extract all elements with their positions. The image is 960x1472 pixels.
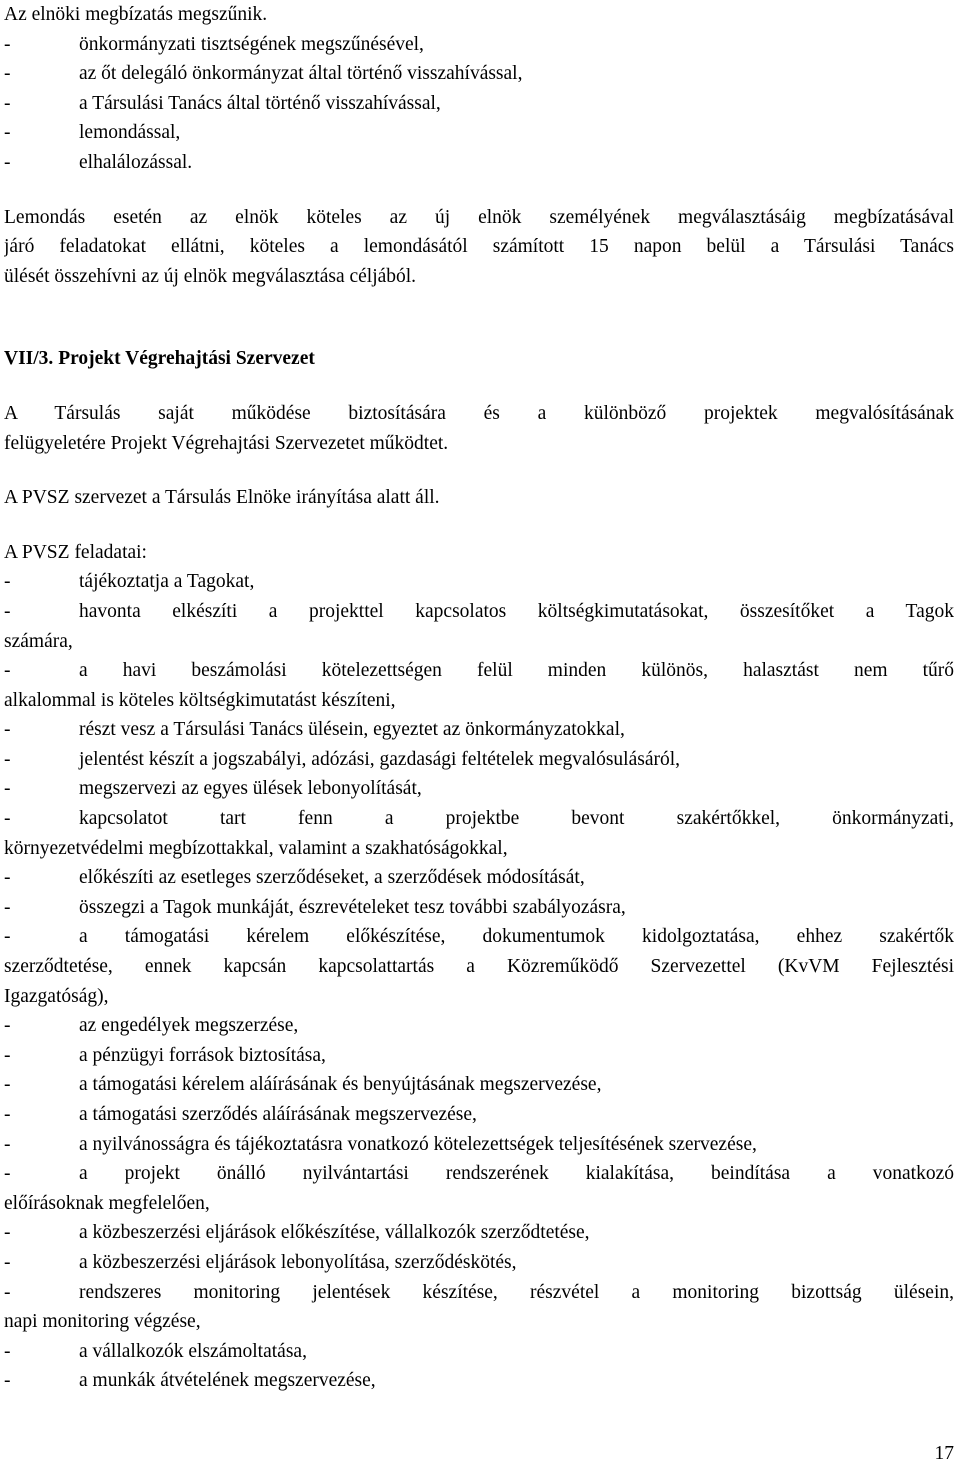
list-item-text: a vállalkozók elszámoltatása, — [79, 1340, 307, 1362]
list-dash: - — [4, 778, 11, 800]
list-item-text: a támogatási kérelem előkészítése, dokumentumok kidolgoztatása, ehhez szakértők — [79, 926, 954, 948]
list-item: - az őt delegáló önkormányzat által történő visszahívással, — [4, 59, 954, 89]
list-dash: - — [4, 63, 11, 85]
list-item-text: a pénzügyi források biztosítása, — [79, 1044, 326, 1066]
list-item-text: a támogatási kérelem aláírásának és benyújtásának megszervezése, — [79, 1074, 602, 1096]
list-item — [4, 1070, 954, 1100]
section-number: VII/3. — [4, 348, 54, 370]
list-dash: - — [4, 1370, 11, 1392]
list-dash: - — [4, 600, 11, 622]
list-dash: - — [4, 1133, 11, 1155]
list-item-text: megszervezi az egyes ülések lebonyolítását, — [79, 778, 422, 800]
list-item-continuation: napi monitoring végzése, — [4, 1311, 201, 1333]
list-item — [4, 1041, 954, 1071]
section-heading — [4, 344, 954, 374]
list-item-continuation: számára, — [4, 630, 73, 652]
list-item — [4, 656, 954, 686]
list-item-text: havonta elkészíti a projekttel kapcsolatos költségkimutatásokat, összesítőket a Tagok — [79, 600, 954, 622]
list-item — [4, 1100, 954, 1130]
list-item-text: összegzi a Tagok munkáját, észrevételeket tesz további szabályozásra, — [79, 896, 626, 918]
list-item — [4, 1011, 954, 1041]
list-item: - lemondással, — [4, 118, 954, 148]
list-dash: - — [4, 151, 11, 173]
list-item — [4, 1248, 954, 1278]
list-dash: - — [4, 571, 11, 593]
list-item-text: a közbeszerzési eljárások előkészítése, vállalkozók szerződtetése, — [79, 1222, 590, 1244]
list-item-text: tájékoztatja a Tagokat, — [79, 571, 255, 593]
list-dash: - — [4, 1340, 11, 1362]
list-dash: - — [4, 33, 11, 55]
tasks-list — [4, 567, 954, 1396]
section-title: Projekt Végrehajtási Szervezet — [58, 348, 315, 370]
list-item — [4, 1130, 954, 1160]
list-item-continuation: környezetvédelmi megbízottakkal, valamint a szakhatóságokkal, — [4, 837, 508, 859]
list-dash: - — [4, 808, 11, 830]
list-dash: - — [4, 1044, 11, 1066]
list-item — [4, 1218, 954, 1248]
list-item-text: a havi beszámolási kötelezettségen felül minden különös, halasztást nem tűrő — [79, 660, 954, 682]
list-item-text: előkészíti az esetleges szerződéseket, a szerződések módosítását, — [79, 867, 585, 889]
document-page — [4, 0, 954, 1396]
list-dash: - — [4, 1222, 11, 1244]
termination-list — [4, 30, 954, 178]
list-item — [4, 597, 954, 627]
list-item-continuation: Igazgatóság), — [4, 985, 109, 1007]
list-item-text: a támogatási szerződés aláírásának megszervezése, — [79, 1104, 477, 1125]
list-item: - elhalálozással. — [4, 148, 954, 178]
list-dash: - — [4, 1015, 11, 1037]
list-item — [4, 863, 954, 893]
list-dash: - — [4, 660, 11, 682]
list-item-text: a munkák átvételének megszervezése, — [79, 1370, 376, 1392]
list-dash: - — [4, 92, 11, 114]
list-dash: - — [4, 122, 11, 144]
list-item — [4, 774, 954, 804]
intro-heading: Az elnöki megbízatás megszűnik. — [4, 4, 268, 25]
list-item — [4, 745, 954, 775]
list-dash: - — [4, 719, 11, 741]
pvsz-control-paragraph: A PVSZ szervezet a Társulás Elnöke irányítása alatt áll. — [4, 487, 440, 509]
list-item-text: a projekt önálló nyilvántartási rendszerének kialakítása, beindítása a vonatkozó — [79, 1163, 954, 1185]
list-item — [4, 715, 954, 745]
list-item: - a Társulási Tanács által történő visszahívással, — [4, 89, 954, 119]
list-dash: - — [4, 926, 11, 948]
list-dash: - — [4, 896, 11, 918]
list-item — [4, 1159, 954, 1189]
list-dash: - — [4, 1074, 11, 1096]
list-item-text: részt vesz a Társulási Tanács ülésein, egyeztet az önkormányzatokkal, — [79, 719, 625, 741]
list-item — [4, 1337, 954, 1367]
list-item-text: a közbeszerzési eljárások lebonyolítása, szerződéskötés, — [79, 1251, 517, 1273]
resignation-paragraph: Lemondás esetén az elnök köteles az új elnök személyének megválasztásáig megbízatásával járó feladatokat ellátni, köteles a lemondásától számított 15 napon belül a Társulási Tanács ülését összehívni az új elnök megválasztása céljából. — [4, 206, 954, 287]
pvsz-intro-paragraph: A Társulás saját működése biztosítására és a különböző projektek megvalósításának felügyeletére Projekt Végrehajtási Szervezetet működtet. — [4, 402, 954, 454]
list-item: - önkormányzati tisztségének megszűnésével, — [4, 30, 954, 60]
list-item — [4, 922, 954, 952]
tasks-heading: A PVSZ feladatai: — [4, 541, 147, 563]
list-item — [4, 1278, 954, 1308]
list-item-text: a nyilvánosságra és tájékoztatásra vonatkozó kötelezettségek teljesítésének szervezése, — [79, 1133, 757, 1155]
list-dash: - — [4, 1281, 11, 1303]
list-dash: - — [4, 1163, 11, 1185]
list-item — [4, 1366, 954, 1396]
list-item-text: az engedélyek megszerzése, — [79, 1015, 299, 1037]
list-dash: - — [4, 1104, 11, 1125]
list-item-text: kapcsolatot tart fenn a projektbe bevont szakértőkkel, önkormányzati, — [79, 808, 954, 830]
list-item — [4, 567, 954, 597]
list-item — [4, 804, 954, 834]
list-item-continuation: alkalommal is köteles költségkimutatást készíteni, — [4, 689, 396, 711]
list-item-text: rendszeres monitoring jelentések készítése, részvétel a monitoring bizottság ülésein, — [79, 1281, 954, 1303]
page-number: 17 — [934, 1443, 954, 1464]
list-item-text: jelentést készít a jogszabályi, adózási, gazdasági feltételek megvalósulásáról, — [79, 748, 681, 770]
list-dash: - — [4, 867, 11, 889]
list-dash: - — [4, 1251, 11, 1273]
list-item-continuation: szerződtetése, ennek kapcsán kapcsolattartás a Közreműködő Szervezettel (KvVM Fejlesztési — [4, 956, 954, 978]
list-item — [4, 893, 954, 923]
list-dash: - — [4, 748, 11, 770]
list-item-continuation: előírásoknak megfelelően, — [4, 1192, 210, 1214]
